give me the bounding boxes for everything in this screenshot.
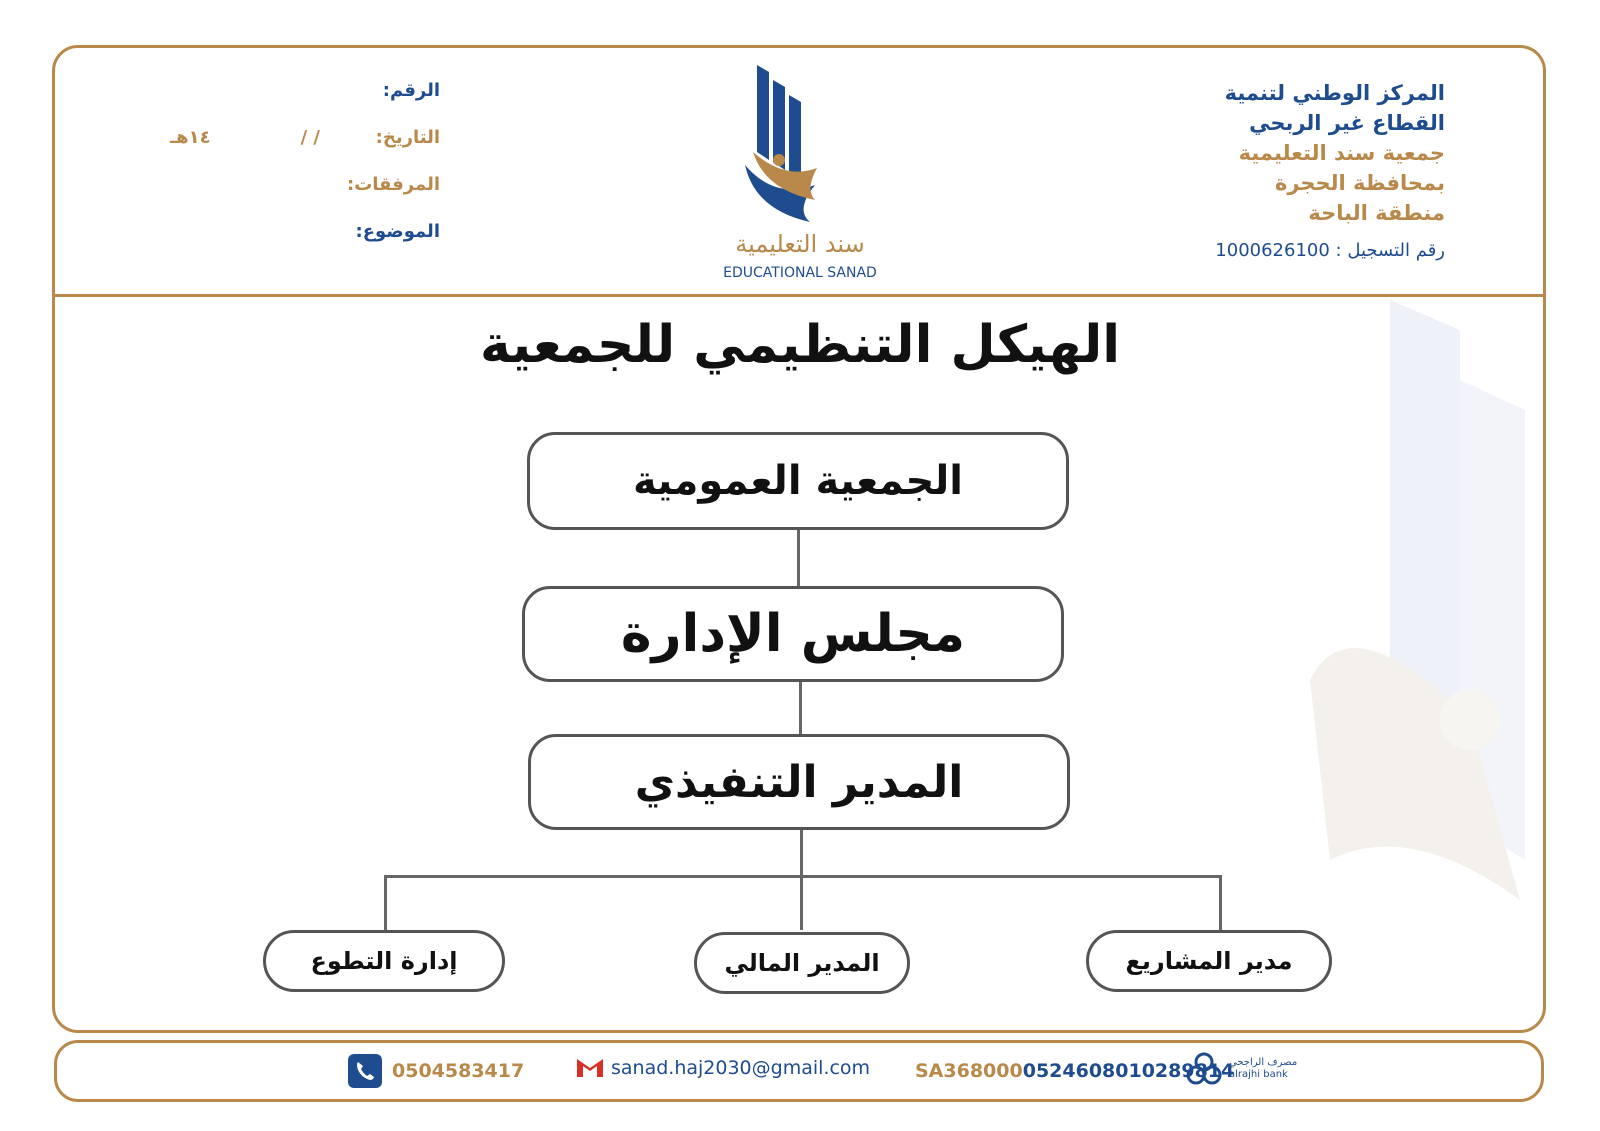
header-divider [52,294,1546,297]
attachments-label: المرفقات: [347,174,440,195]
number-label: الرقم: [382,80,440,101]
org-line-5: منطقة الباحة [1308,201,1445,225]
phone-text: 0504583417 [392,1060,525,1082]
logo [705,60,895,290]
node-executive-director: المدير التنفيذي [528,734,1070,830]
iban-prefix: SA368000 [915,1060,1023,1082]
connector-horizontal [384,875,1222,878]
connector-2 [799,682,802,734]
gmail-icon [575,1057,605,1079]
connector-1 [797,530,800,586]
email-info [575,1057,870,1079]
node-board-of-directors: مجلس الإدارة [522,586,1064,682]
node-projects-manager: مدير المشاريع [1086,930,1332,992]
chart-title: الهيكل التنظيمي للجمعية [479,315,1121,375]
email-text: sanad.haj2030@gmail.com [611,1057,871,1079]
logo-english-text: EDUCATIONAL SANAD [723,265,877,281]
connector-right [1219,875,1222,930]
node-general-assembly: الجمعية العمومية [527,432,1069,530]
bank-name-en: alrajhi bank [1229,1069,1288,1080]
connector-left [384,875,387,930]
org-line-3: جمعية سند التعليمية [1238,141,1445,165]
bank-name-ar: مصرف الراجحي [1229,1057,1298,1068]
node-volunteering-management: إدارة التطوع [263,930,505,992]
connector-3 [800,830,803,930]
org-line-2: القطاع غير الربحي [1249,111,1445,135]
iban [915,1060,1234,1082]
date-slashes: / / [300,127,320,148]
subject-label: الموضوع: [355,221,440,242]
node-financial-manager: المدير المالي [694,932,910,994]
phone-icon [348,1054,382,1088]
watermark-graphic [1290,300,1530,920]
date-label: التاريخ: [375,127,440,148]
iban-rest: 0524608010289814 [1022,1060,1235,1082]
document-fields [170,80,440,268]
organization-name [1185,78,1445,228]
phone-info [348,1054,524,1088]
logo-icon [705,60,895,230]
org-line-4: بمحافظة الحجرة [1274,171,1445,195]
registration-number: رقم التسجيل : 1000626100 [1215,240,1445,261]
logo-arabic-text: سند التعليمية [735,230,865,258]
org-line-1: المركز الوطني لتنمية [1224,81,1445,105]
date-suffix: ١٤هـ [170,127,211,148]
